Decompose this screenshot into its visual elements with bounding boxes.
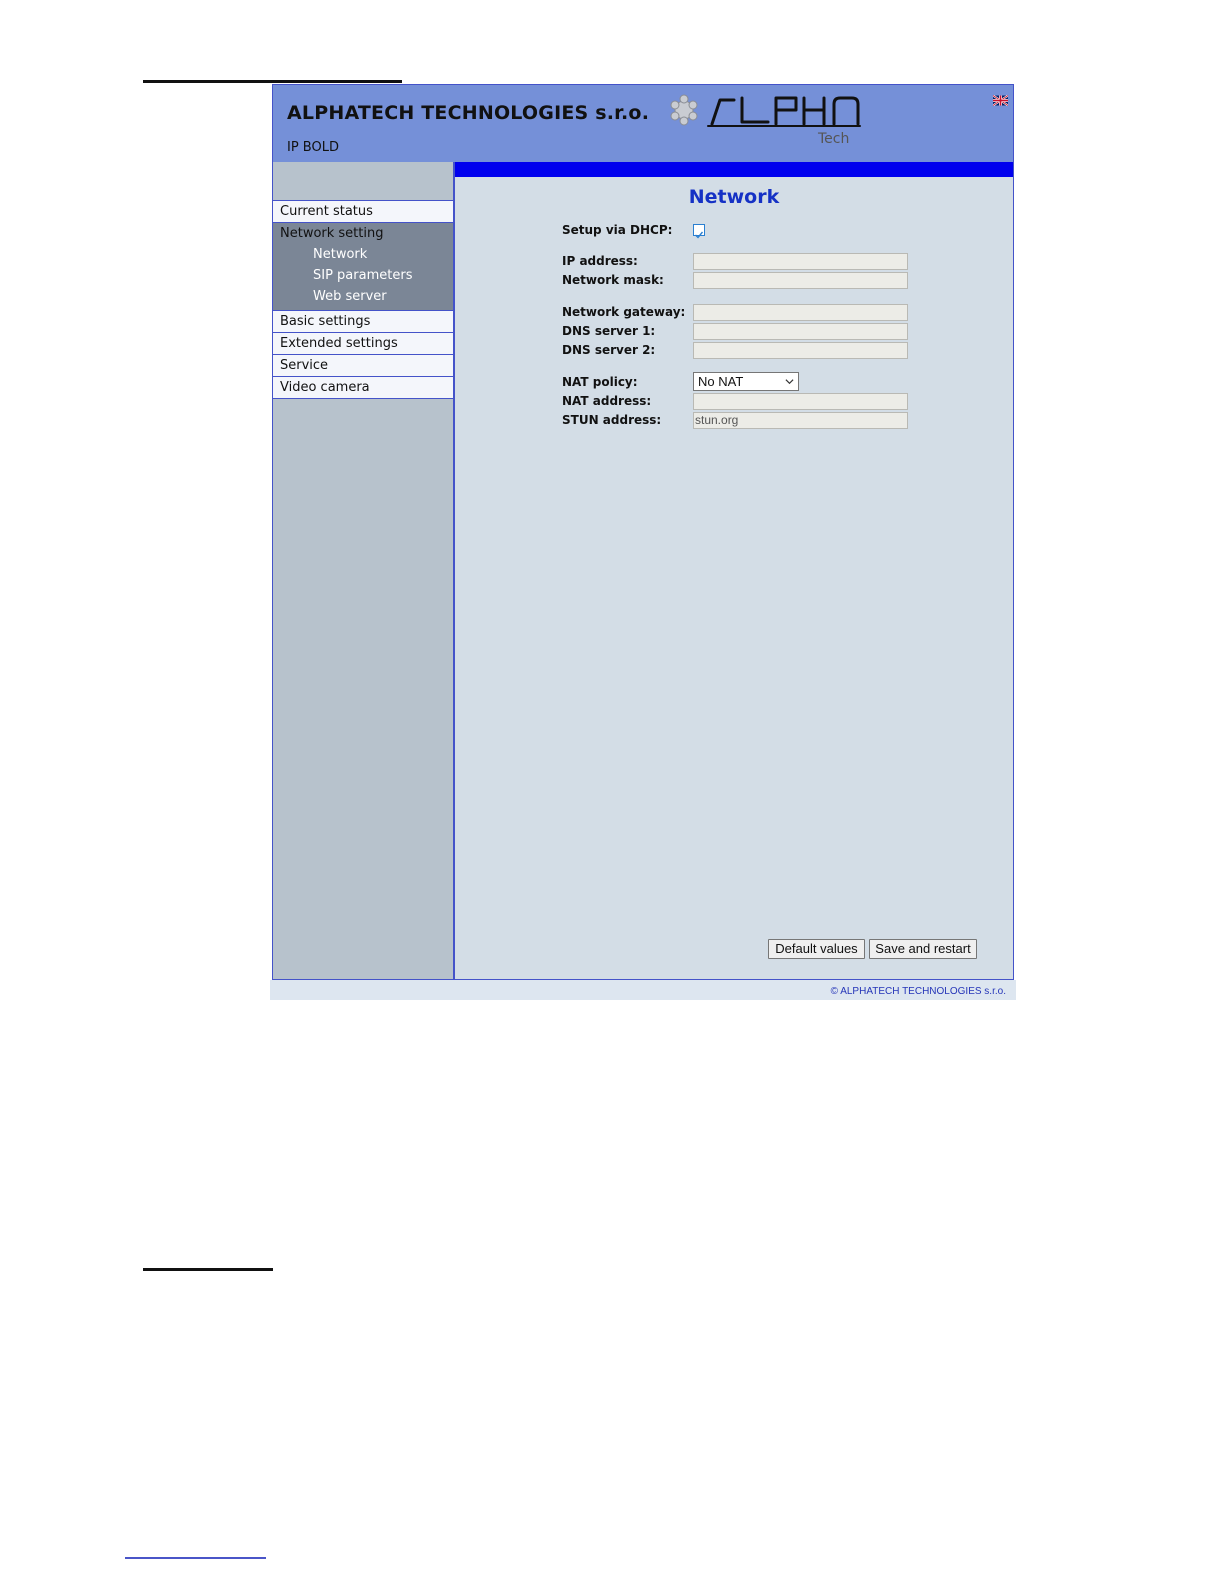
checkmark-icon [694, 230, 704, 240]
alphatech-logo [668, 90, 868, 146]
main-content [455, 162, 1013, 979]
stun-address-field[interactable]: stun.org [693, 412, 908, 429]
sidebar-group-network-setting [273, 223, 453, 311]
nat-policy-value: No NAT [698, 374, 744, 389]
footer [270, 980, 1016, 1000]
dhcp-checkbox[interactable] [693, 224, 705, 236]
sidebar-subitem-network[interactable]: Network [313, 247, 368, 262]
nat-policy-select[interactable] [693, 372, 799, 391]
default-values-button[interactable]: Default values [768, 939, 865, 959]
ip-address-label: IP address: [562, 254, 638, 268]
device-name: IP BOLD [287, 140, 339, 155]
company-name: ALPHATECH TECHNOLOGIES s.r.o. [287, 102, 650, 124]
network-gateway-field[interactable] [693, 304, 908, 321]
sidebar-item-video-camera[interactable]: Video camera [273, 377, 453, 399]
save-and-restart-button[interactable]: Save and restart [869, 939, 977, 959]
page-title: Network [688, 186, 780, 208]
dhcp-label: Setup via DHCP: [562, 223, 673, 237]
network-mask-field[interactable] [693, 272, 908, 289]
header [273, 85, 1013, 162]
uk-flag-icon[interactable] [993, 95, 1008, 106]
content-accent-bar [455, 162, 1013, 177]
nat-address-label: NAT address: [562, 394, 652, 408]
app-window [272, 84, 1014, 980]
logo-sub-text: Tech [818, 131, 850, 146]
sidebar-spacer [273, 162, 453, 201]
sidebar-subitem-web-server[interactable]: Web server [313, 289, 387, 304]
sidebar [273, 162, 455, 979]
copyright-text: © ALPHATECH TECHNOLOGIES s.r.o. [830, 986, 1006, 997]
sidebar-item-service[interactable]: Service [273, 355, 453, 377]
page-rule-bottom [125, 1557, 266, 1559]
page-rule-middle [143, 1268, 273, 1271]
dns-server-1-label: DNS server 1: [562, 324, 656, 338]
sidebar-item-current-status[interactable]: Current status [273, 201, 453, 223]
nat-policy-label: NAT policy: [562, 375, 638, 389]
page-rule-top [143, 80, 402, 83]
sidebar-subitem-sip-parameters[interactable]: SIP parameters [313, 268, 413, 283]
sidebar-item-basic-settings[interactable]: Basic settings [273, 311, 453, 333]
nat-address-field[interactable] [693, 393, 908, 410]
network-mask-label: Network mask: [562, 273, 664, 287]
sidebar-item-network-setting[interactable]: Network setting [280, 226, 384, 241]
network-gateway-label: Network gateway: [562, 305, 686, 319]
stun-address-label: STUN address: [562, 413, 662, 427]
sidebar-item-extended-settings[interactable]: Extended settings [273, 333, 453, 355]
dns-server-2-field[interactable] [693, 342, 908, 359]
chevron-down-icon [785, 377, 794, 386]
dns-server-1-field[interactable] [693, 323, 908, 340]
dns-server-2-label: DNS server 2: [562, 343, 656, 357]
ip-address-field[interactable] [693, 253, 908, 270]
